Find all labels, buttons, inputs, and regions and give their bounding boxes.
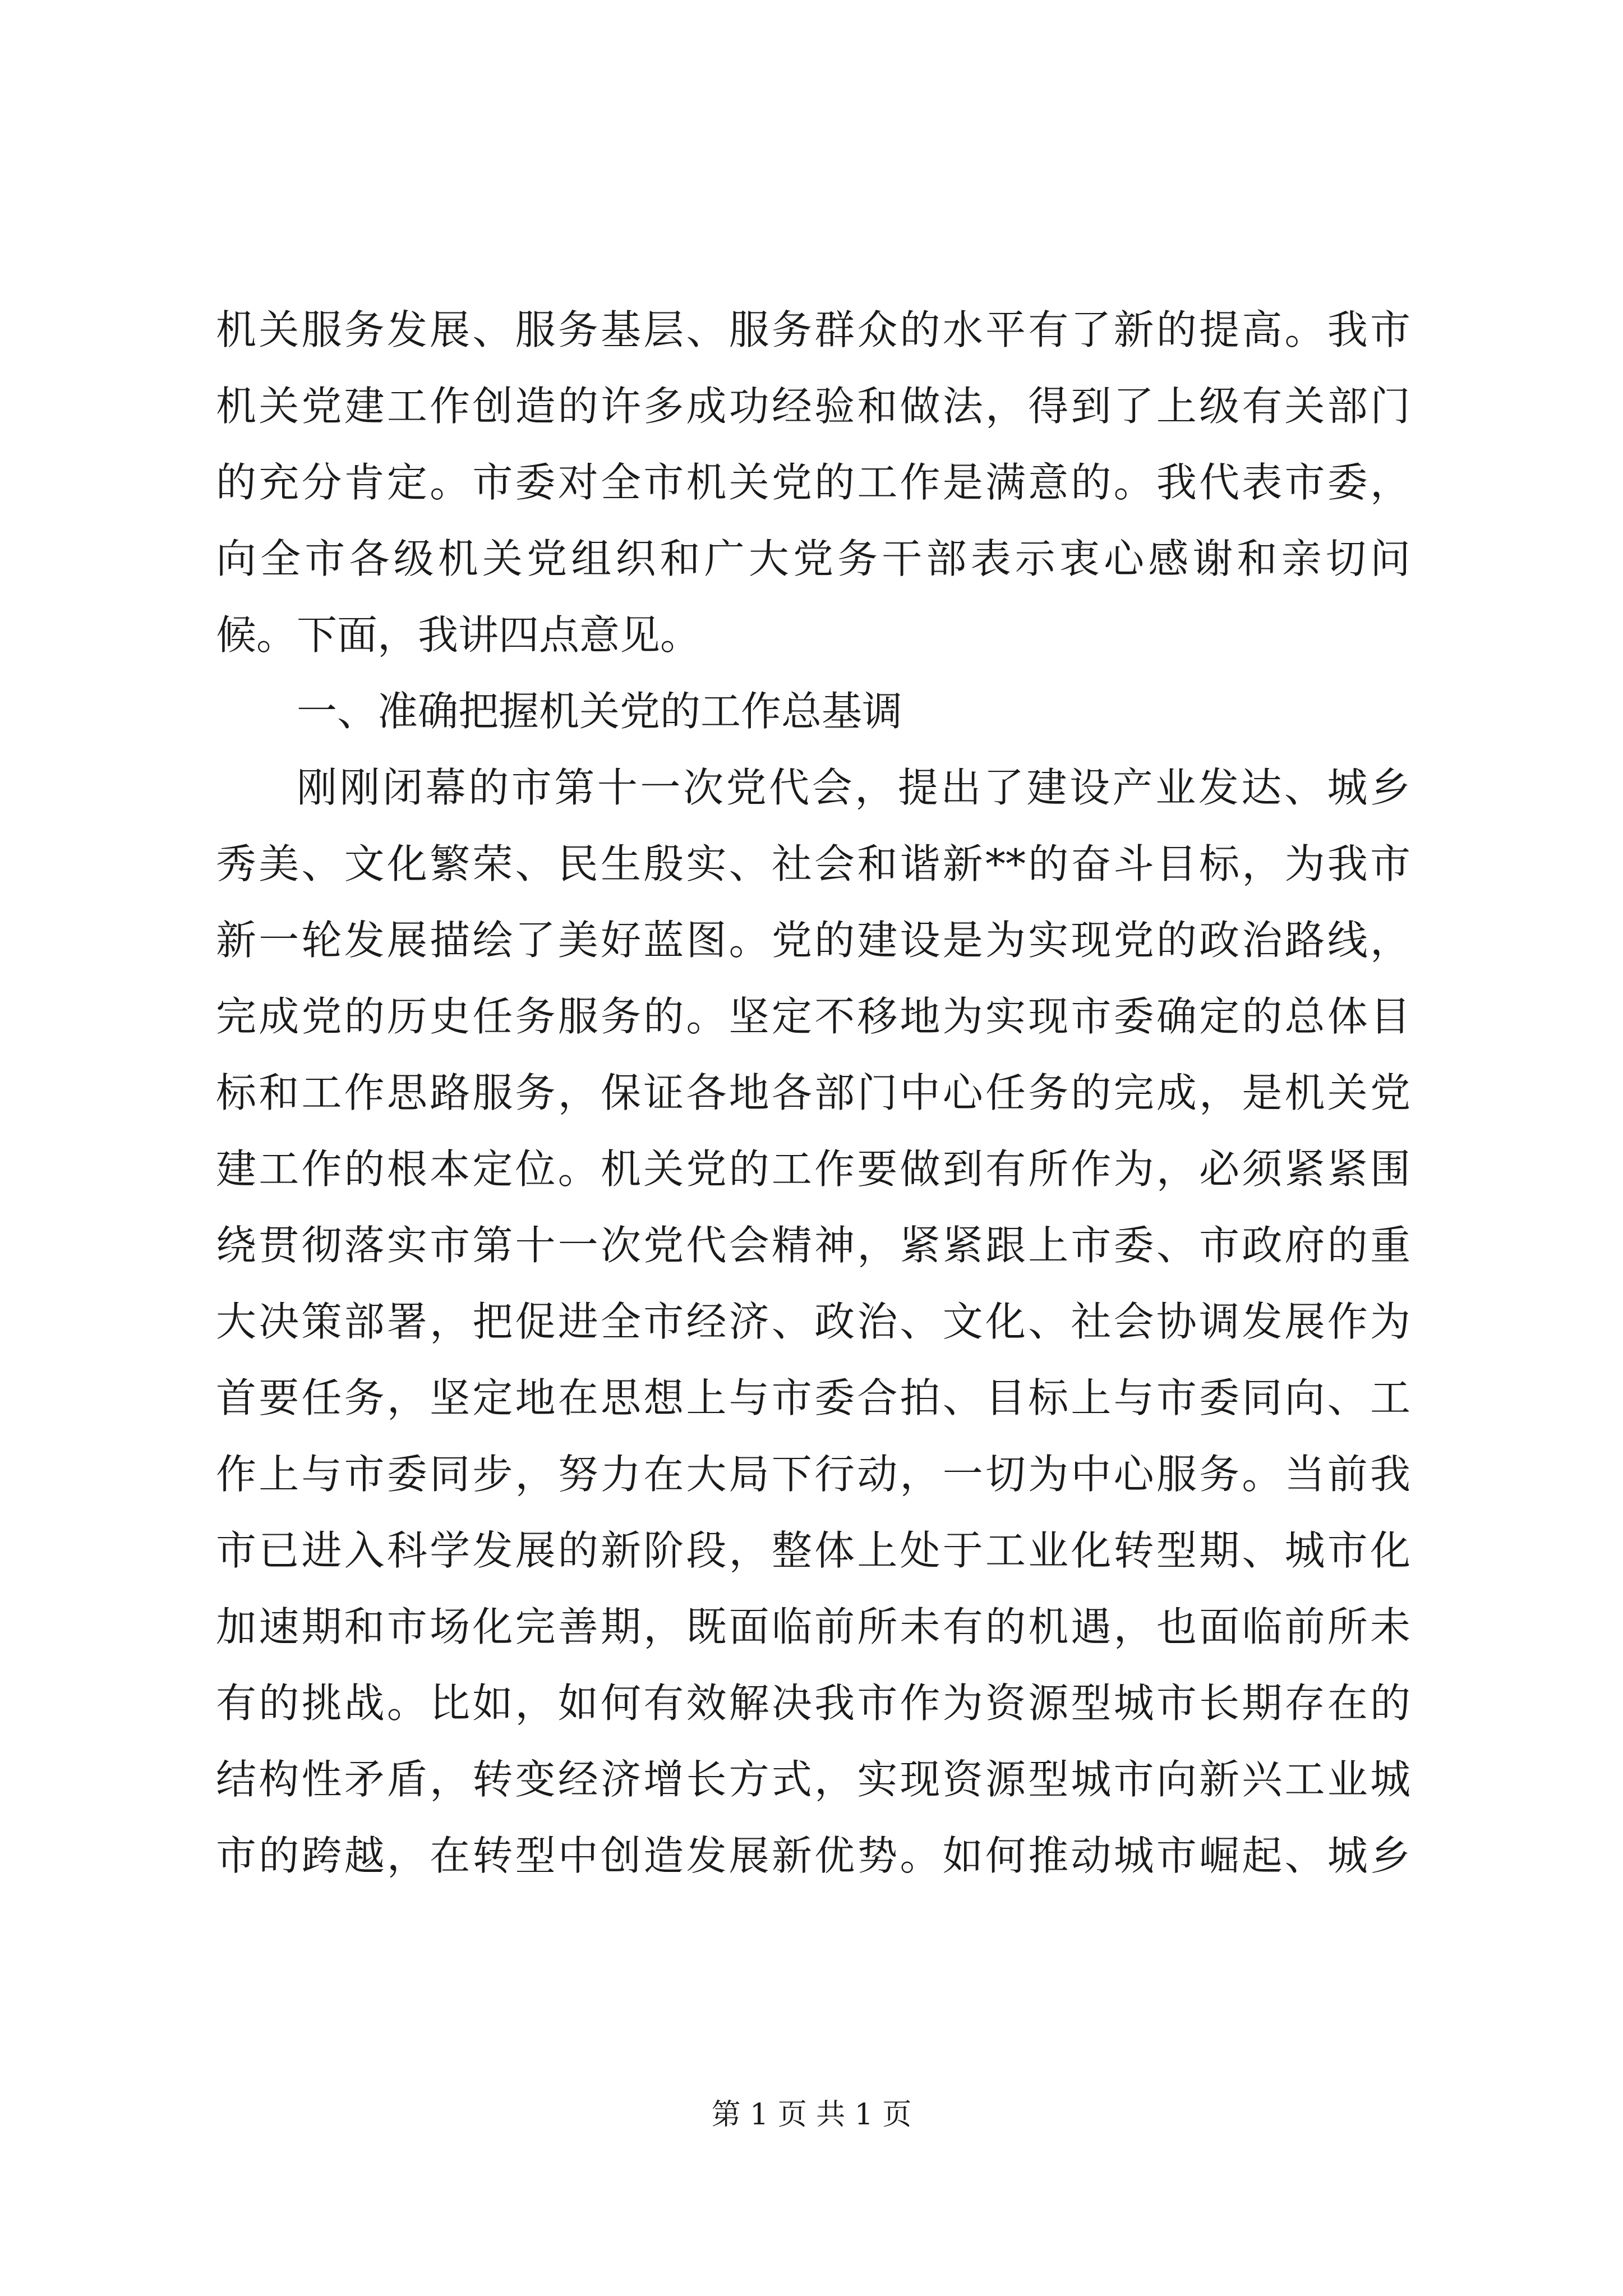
text-line: 刚刚闭幕的市第十一次党代会，提出了建设产业发达、城乡 [297, 764, 1410, 811]
text-line: 的充分肯定。市委对全市机关党的工作是满意的。我代表市委， [216, 459, 1410, 506]
text-line: 完成党的历史任务服务的。坚定不移地为实现市委确定的总体目 [216, 993, 1410, 1040]
text-line: 结构性矛盾，转变经济增长方式，实现资源型城市向新兴工业城 [216, 1756, 1410, 1803]
text-line: 建工作的根本定位。机关党的工作要做到有所作为，必须紧紧围 [216, 1145, 1410, 1193]
text-line: 市的跨越，在转型中创造发展新优势。如何推动城市崛起、城乡 [216, 1832, 1410, 1879]
section-heading: 一、准确把握机关党的工作总基调 [297, 688, 903, 735]
text-line: 绕贯彻落实市第十一次党代会精神，紧紧跟上市委、市政府的重 [216, 1222, 1410, 1269]
document-body [216, 292, 1410, 1894]
text-line: 加速期和市场化完善期，既面临前所未有的机遇，也面临前所未 [216, 1603, 1410, 1650]
text-line: 大决策部署，把促进全市经济、政治、文化、社会协调发展作为 [216, 1298, 1410, 1345]
text-line: 市已进入科学发展的新阶段，整体上处于工业化转型期、城市化 [216, 1527, 1410, 1574]
text-line: 新一轮发展描绘了美好蓝图。党的建设是为实现党的政治路线， [216, 917, 1410, 964]
text-line: 有的挑战。比如，如何有效解决我市作为资源型城市长期存在的 [216, 1680, 1410, 1727]
text-line: 向全市各级机关党组织和广大党务干部表示衷心感谢和亲切问 [216, 535, 1410, 582]
text-line: 首要任务，坚定地在思想上与市委合拍、目标上与市委同向、工 [216, 1374, 1410, 1421]
page-footer: 第 1 页 共 1 页 [711, 2098, 912, 2132]
text-line: 候。下面，我讲四点意见。 [216, 611, 701, 659]
text-line: 标和工作思路服务，保证各地各部门中心任务的完成，是机关党 [216, 1069, 1410, 1116]
text-line: 机关党建工作创造的许多成功经验和做法，得到了上级有关部门 [216, 383, 1410, 430]
text-line: 机关服务发展、服务基层、服务群众的水平有了新的提高。我市 [216, 306, 1410, 353]
text-line: 作上与市委同步，努力在大局下行动，一切为中心服务。当前我 [216, 1451, 1410, 1498]
text-line: 秀美、文化繁荣、民生殷实、社会和谐新**的奋斗目标，为我市 [216, 840, 1410, 887]
